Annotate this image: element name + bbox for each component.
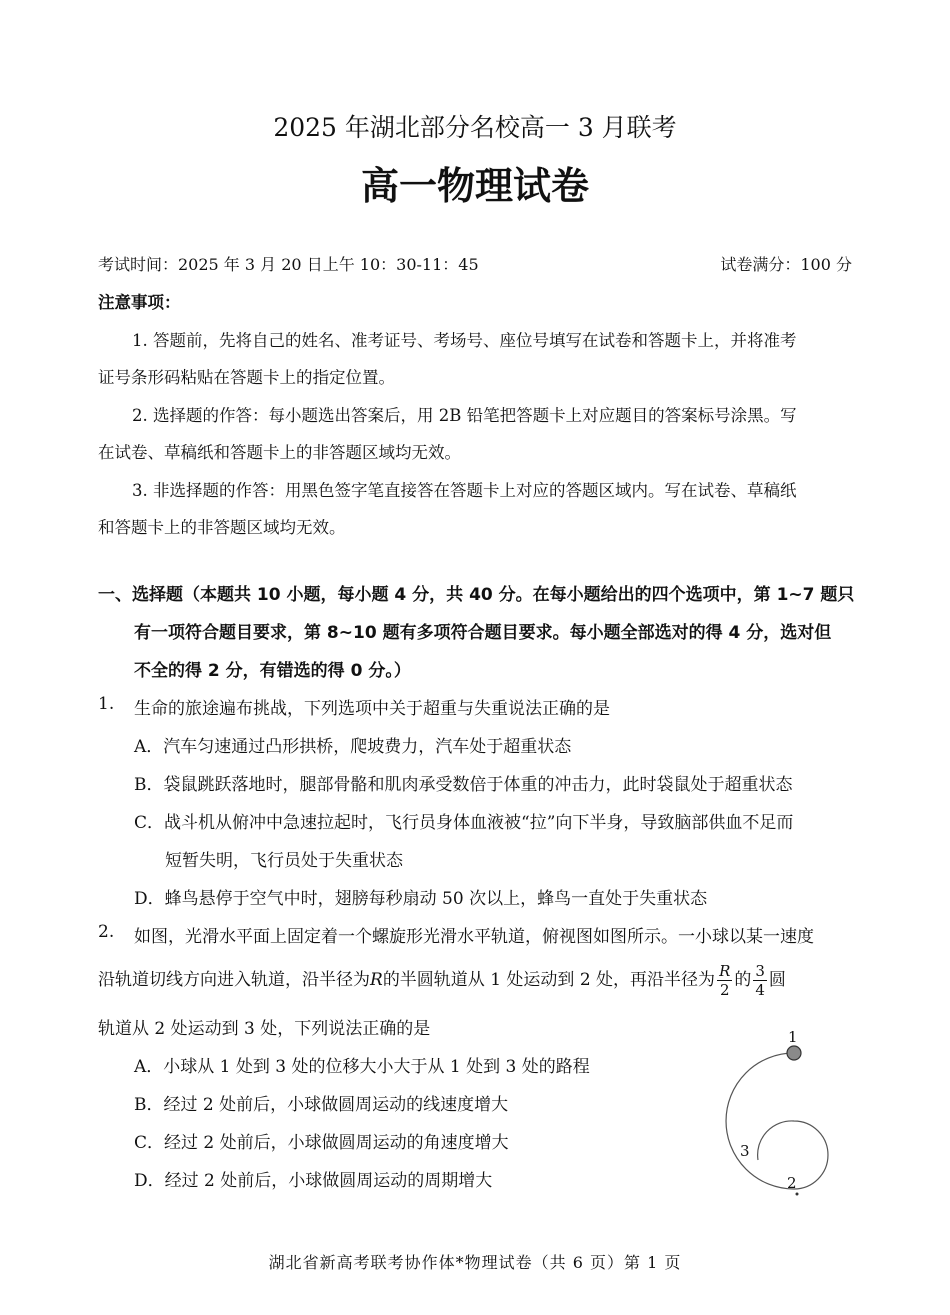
q2-stem-text-b: 的半圆轨道从 1 处运动到 2 处，再沿半径为 (382, 970, 716, 990)
note-3-line-2: 和答题卡上的非答题区域均无效。 (98, 518, 346, 537)
q1-option-c-line-1: C．战斗机从俯冲中急速拉起时，飞行员身体血液被“拉”向下半身，导致脑部供血不足而 (134, 813, 794, 833)
q2-radius-symbol: R (370, 970, 383, 990)
full-score: 试卷满分：100 分 (720, 255, 852, 274)
q2-option-b: B．经过 2 处前后，小球做圆周运动的线速度增大 (134, 1095, 509, 1115)
q2-number: 2. (98, 922, 115, 942)
fraction-denominator: 4 (755, 981, 765, 999)
q2-stem-yuan: 圆 (768, 970, 786, 990)
q2-stem-text-a: 沿轨道切线方向进入轨道，沿半径为 (98, 970, 370, 990)
q2-stem-line-3: 轨道从 2 处运动到 3 处，下列说法正确的是 (98, 1019, 431, 1039)
page-footer: 湖北省新高考联考协作体*物理试卷（共 6 页）第 1 页 (268, 1253, 682, 1272)
q2-fraction-3-over-4 (753, 962, 767, 999)
ball (787, 1046, 801, 1060)
exam-title: 高一物理试卷 (360, 164, 589, 208)
label-point-3: 3 (740, 1142, 750, 1160)
spiral-track-figure (700, 1025, 870, 1210)
exam-subtitle: 2025 年湖北部分名校高一 3 月联考 (273, 113, 677, 142)
note-2-line-1: 2. 选择题的作答：每小题选出答案后，用 2B 铅笔把答题卡上对应题目的答案标号涂黑。写 (132, 406, 797, 425)
point-2-marker (796, 1193, 799, 1196)
note-2-line-2: 在试卷、草稿纸和答题卡上的非答题区域均无效。 (98, 443, 461, 462)
fraction-numerator: R (719, 962, 731, 980)
q2-fraction-r-over-2 (717, 962, 732, 999)
exam-time: 考试时间：2025 年 3 月 20 日上午 10：30-11：45 (98, 255, 479, 274)
notes-heading: 注意事项： (98, 293, 181, 312)
q1-option-a: A．汽车匀速通过凸形拱桥，爬坡费力，汽车处于超重状态 (134, 737, 572, 757)
q2-option-d: D．经过 2 处前后，小球做圆周运动的周期增大 (134, 1171, 493, 1191)
section-1-line-2: 有一项符合题目要求，第 8~10 题有多项符合题目要求。每小题全部选对的得 4 分，选对但 (134, 623, 832, 643)
section-1-line-1: 一、选择题（本题共 10 小题，每小题 4 分，共 40 分。在每小题给出的四个选项中，第 1~7 题只 (98, 585, 855, 605)
label-point-2: 2 (787, 1174, 797, 1192)
q2-option-a: A．小球从 1 处到 3 处的位移大小大于从 1 处到 3 处的路程 (134, 1057, 590, 1077)
section-1-line-3: 不全的得 2 分，有错选的得 0 分。） (134, 661, 411, 681)
q1-number: 1. (98, 694, 115, 714)
q1-option-b: B．袋鼠跳跃落地时，腿部骨骼和肌肉承受数倍于体重的冲击力，此时袋鼠处于超重状态 (134, 775, 793, 795)
q1-stem: 生命的旅途遍布挑战，下列选项中关于超重与失重说法正确的是 (134, 699, 610, 719)
fraction-denominator: 2 (719, 981, 730, 999)
q1-option-c-line-2: 短暂失明，飞行员处于失重状态 (165, 851, 403, 871)
q2-stem-line-1: 如图，光滑水平面上固定着一个螺旋形光滑水平轨道，俯视图如图所示。一小球以某一速度 (134, 927, 814, 947)
q2-stem-de: 的 (734, 970, 752, 990)
q2-option-c: C．经过 2 处前后，小球做圆周运动的角速度增大 (134, 1133, 509, 1153)
q1-option-d: D．蜂鸟悬停于空气中时，翅膀每秒扇动 50 次以上，蜂鸟一直处于失重状态 (134, 889, 708, 909)
fraction-numerator: 3 (755, 962, 765, 980)
note-3-line-1: 3. 非选择题的作答：用黑色签字笔直接答在答题卡上对应的答题区域内。写在试卷、草稿纸 (132, 481, 797, 500)
note-1-line-2: 证号条形码粘贴在答题卡上的指定位置。 (98, 368, 395, 387)
spiral-track-outer-arc (726, 1053, 794, 1189)
q2-stem-line-2 (98, 960, 786, 1000)
label-point-1: 1 (788, 1028, 798, 1046)
note-1-line-1: 1. 答题前，先将自己的姓名、准考证号、考场号、座位号填写在试卷和答题卡上，并将准考 (132, 331, 797, 350)
